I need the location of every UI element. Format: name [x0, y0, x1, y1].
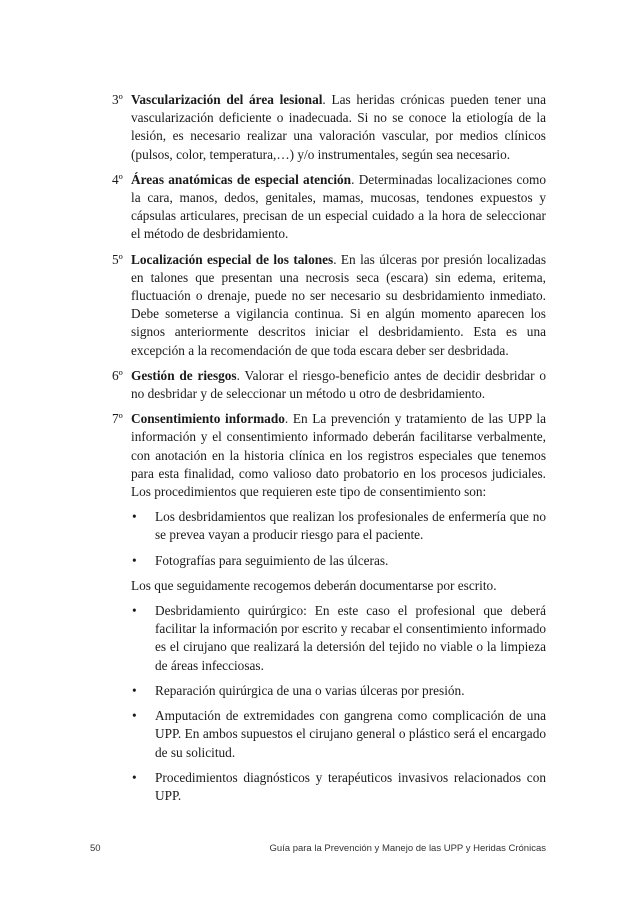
bullet-icon: •	[132, 682, 137, 698]
section-item-6	[112, 367, 546, 403]
page-number: 50	[90, 843, 101, 854]
list-item: • Desbridamiento quirúrgico: En este caso el profesional que deberá facilitar la información por escrito y recabar el consentimiento informado es el cirujano que realizará la detersión del tejido no viable o la limpieza de áreas infecciosas.	[132, 603, 546, 673]
list-item: • Los desbridamientos que realizan los profesionales de enfermería que no se prevea vayan a producir riesgo para el paciente.	[132, 509, 546, 543]
section-item-5	[112, 251, 546, 360]
section-number: 7º	[112, 411, 123, 427]
section-number: 3º	[112, 92, 123, 107]
section-item-4	[112, 171, 546, 244]
section-title: Consentimiento informado	[131, 411, 285, 427]
section-text: . En La prevención y tratamiento de las UPP la información y el consentimiento informado deberán facilitarse verbalmente, con anotación en la historia clínica en los registros especiales que tenemos para esta finalidad, como valioso dato probatorio en los procesos judiciales. Los procedimientos que requieren este tipo de consentimiento son:	[131, 411, 547, 500]
list-item: • Amputación de extremidades con gangrena como complicación de una UPP. En ambos supuestos el cirujano general o plástico será el encargado de su solicitud.	[132, 708, 546, 760]
section-paragraph	[131, 251, 546, 360]
section-text: . Determinadas localizaciones como la cara, manos, dedos, genitales, mamas, mucosas, tendones expuestos y cápsulas articulares, precisan de un especial cuidado a la hora de seleccionar el método de desbridamiento.	[131, 171, 546, 242]
list-item: • Procedimientos diagnósticos y terapéuticos invasivos relacionados con UPP.	[132, 769, 546, 803]
section-text: . En las úlceras por presión localizadas en talones que presentan una necrosis seca (escara) sin edema, eritema, fluctuación o drenaje, puede no ser necesario su desbridamiento inmediato. Debe someterse a vigilancia continua. Si en algún momento aparecen los signos anteriormente descritos iniciar el desbridamiento. Esta es una excepción a la recomendación de que toda escara deber ser desbridada.	[131, 251, 546, 358]
list-item: • Fotografías para seguimiento de las úlceras.	[131, 552, 546, 570]
section-item-7	[112, 410, 546, 805]
list-item: • Reparación quirúrgica de una o varias úlceras por presión.	[131, 682, 546, 700]
section-paragraph	[131, 410, 546, 501]
consent-verbal-list	[131, 508, 546, 570]
bullet-icon: •	[132, 603, 137, 619]
section-paragraph	[131, 91, 546, 164]
bullet-icon: •	[132, 708, 137, 724]
section-text: . Las heridas crónicas pueden tener una vascularización deficiente o inadecuada. Si no se conoce la etiología de la lesión, es necesario realizar una valoración vascular, por medios clínicos (pulsos, color, temperatura,…) y/o instrumentales, según sea necesario.	[131, 92, 546, 162]
section-title: Áreas anatómicas de especial atención	[131, 171, 352, 187]
footer-title: Guía para la Prevención y Manejo de las UPP y Heridas Crónicas	[269, 843, 546, 854]
bullet-icon: •	[132, 769, 137, 785]
consent-written-list	[131, 602, 546, 805]
section-title: Gestión de riesgos	[131, 367, 237, 383]
bullet-icon: •	[132, 509, 137, 525]
section-number: 5º	[112, 251, 123, 267]
section-title: Localización especial de los talones	[131, 251, 334, 267]
section-item-3	[112, 91, 546, 164]
written-consent-intro: Los que seguidamente recogemos deberán documentarse por escrito.	[131, 577, 497, 593]
section-number: 6º	[112, 367, 123, 383]
section-text: . Valorar el riesgo-beneficio antes de decidir desbridar o no desbridar y de seleccionar un método u otro de desbridamiento.	[131, 367, 546, 402]
section-paragraph	[131, 171, 546, 244]
section-paragraph	[131, 367, 546, 403]
document-body	[112, 91, 546, 812]
bullet-icon: •	[132, 552, 137, 568]
section-title: Vascularización del área lesional	[131, 92, 323, 107]
section-number: 4º	[112, 171, 123, 187]
